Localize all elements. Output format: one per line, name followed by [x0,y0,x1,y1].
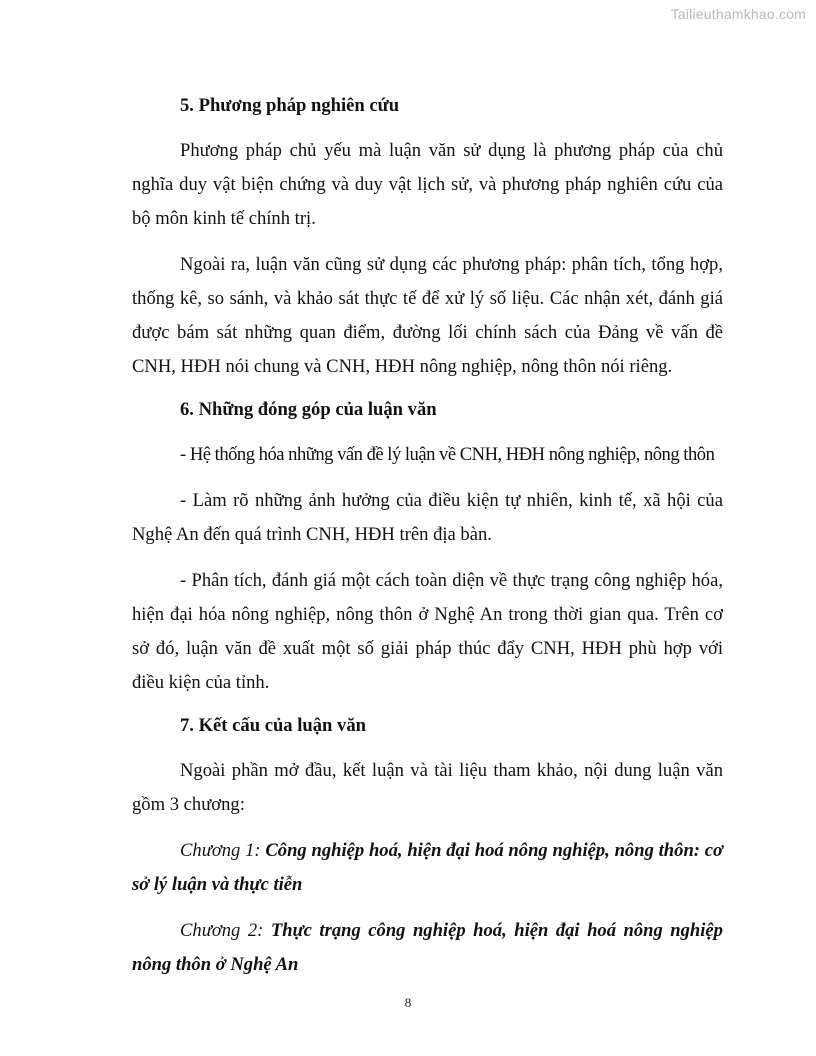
section-heading-method: 5. Phương pháp nghiên cứu [180,95,400,116]
method-paragraph-2: Ngoài ra, luận văn cũng sử dụng các phương pháp: phân tích, tổng hợp, thống kê, so sánh, và khảo sát thực tế để xử lý số liệu. Các nhận xét, đánh giá được bám sát những quan điểm, đường lối chính sách của Đảng về vấn đề CNH, HĐH nói chung và CNH, HĐH nông nghiệp, nông thôn nói riêng. [132,254,723,377]
section-heading-contributions: 6. Những đóng góp của luận văn [180,399,437,420]
chapter-2-title: Thực trạng công nghiệp hoá, hiện đại hoá nông nghiệp nông thôn ở Nghệ An [132,920,723,975]
watermark-text: Tailieuthamkhao.com [670,6,806,22]
chapter-2-prefix: Chương 2: [180,920,271,941]
chapter-1-prefix: Chương 1: [180,840,266,861]
section-heading-structure: 7. Kết cấu của luận văn [180,715,366,736]
chapter-2-entry [132,914,723,982]
structure-intro: Ngoài phần mở đầu, kết luận và tài liệu tham khảo, nội dung luận văn gồm 3 chương: [132,760,723,815]
contribution-item-1: - Hệ thống hóa những vấn đề lý luận về CNH, HĐH nông nghiệp, nông thôn [180,444,715,465]
page-number: 8 [404,995,412,1010]
contribution-item-2: - Làm rõ những ảnh hưởng của điều kiện tự nhiên, kinh tế, xã hội của Nghệ An đến quá trình CNH, HĐH trên địa bàn. [132,490,723,545]
chapter-1-entry [132,834,723,902]
document-body [132,92,723,994]
section-contributions [132,396,723,700]
method-paragraph-1: Phương pháp chủ yếu mà luận văn sử dụng là phương pháp của chủ nghĩa duy vật biện chứng và duy vật lịch sử, và phương pháp nghiên cứu của bộ môn kinh tế chính trị. [132,140,723,229]
section-structure [132,712,723,982]
chapter-1-title: Công nghiệp hoá, hiện đại hoá nông nghiệp, nông thôn: cơ sở lý luận và thực tiễn [132,840,723,895]
contribution-item-3: - Phân tích, đánh giá một cách toàn diện về thực trạng công nghiệp hóa, hiện đại hóa nông nghiệp, nông thôn ở Nghệ An trong thời gian qua. Trên cơ sở đó, luận văn đề xuất một số giải pháp thúc đẩy CNH, HĐH phù hợp với điều kiện của tỉnh. [132,570,723,693]
section-research-method [132,92,723,384]
